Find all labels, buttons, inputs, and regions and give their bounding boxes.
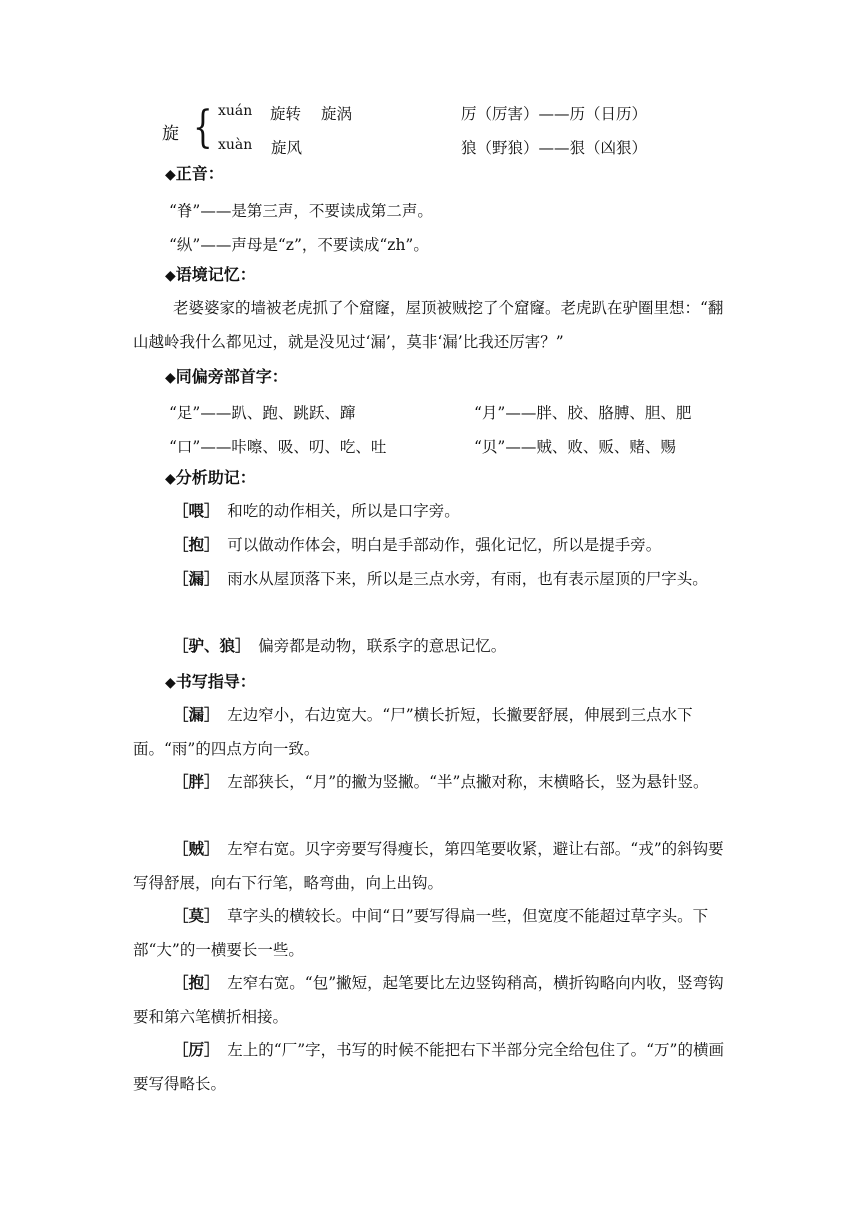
xuan-word-2: 旋涡 <box>321 105 353 123</box>
xuan-word-1: 旋转 <box>270 105 302 123</box>
tongpian-item-zu: “足”——趴、跑、跳跃、蹿 <box>169 404 356 422</box>
shuxie-item: ［厉］ 左上的“厂”字，书写的时候不能把右下半部分完全给包住了。“万”的横画要写得略长。 <box>133 1040 724 1093</box>
yujing-paragraph: 老婆婆家的墙被老虎抓了个窟窿，屋顶被贼挖了个窟窿。老虎趴在驴圈里想：“翻山越岭我什么都见过，就是没见过‘漏’，莫非‘漏’比我还厉害？” <box>133 299 724 351</box>
xuan-word-3: 旋风 <box>271 139 303 157</box>
li-pair: 厉（厉害）——历（日历） <box>461 105 648 123</box>
shuxie-item: ［抱］ 左窄右宽。“包”撇短，起笔要比左边竖钩稍高，横折钩略向内收，竖弯钩要和第六笔横折相接。 <box>133 973 724 1026</box>
shuxie-item: ［贼］ 左窄右宽。贝字旁要写得瘦长，第四笔要收紧，避让右部。“戎”的斜钩要写得舒展，向右下行笔，略弯曲，向上出钩。 <box>133 839 724 892</box>
fenxi-item: ［喂］ 和吃的动作相关，所以是口字旁。 <box>173 501 460 520</box>
diamond-icon: ◆ <box>165 167 176 183</box>
brace-symbol: { <box>193 102 213 153</box>
diamond-icon: ◆ <box>165 370 176 386</box>
fenxi-item: ［驴、狼］ 偏旁都是动物，联系字的意思记忆。 <box>173 636 507 655</box>
lang-pair: 狼（野狼）——狠（凶狠） <box>461 139 648 157</box>
diamond-icon: ◆ <box>165 268 176 284</box>
tongpian-item-yue: “月”——胖、胶、胳膊、胆、肥 <box>474 404 692 422</box>
zhengyin-line-2: “纵”——声母是“z”，不要读成“zh”。 <box>169 236 429 254</box>
fenxi-heading: ◆分析助记： <box>165 468 256 487</box>
diamond-icon: ◆ <box>165 471 176 487</box>
zhengyin-heading: ◆正音： <box>165 164 224 183</box>
shuxie-item: ［胖］ 左部狭长，“月”的撇为竖撇。“半”点撇对称，末横略长，竖为悬针竖。 <box>173 772 709 791</box>
tongpian-item-kou: “口”——咔嚓、吸、叨、吃、吐 <box>169 438 387 456</box>
shuxie-item: ［莫］ 草字头的横较长。中间“日”要写得扁一些，但宽度不能超过草字头。下部“大”的一横要长一些。 <box>133 906 709 959</box>
fenxi-item: ［漏］ 雨水从屋顶落下来，所以是三点水旁，有雨，也有表示屋顶的尸字头。 <box>173 569 708 588</box>
shuxie-item: ［漏］ 左边窄小，右边宽大。“尸”横长折短，长撇要舒展，伸展到三点水下面。“雨”的四点方向一致。 <box>133 705 693 758</box>
xuan-pinyin-2: xuàn <box>218 137 253 153</box>
diamond-icon: ◆ <box>165 675 176 691</box>
tongpian-heading: ◆同偏旁部首字： <box>165 367 288 386</box>
yujing-heading: ◆语境记忆： <box>165 265 256 284</box>
tongpian-item-bei: “贝”——贼、败、贩、赌、赐 <box>474 438 676 456</box>
zhengyin-line-1: “脊”——是第三声，不要读成第二声。 <box>169 202 433 220</box>
xuan-character: 旋 <box>162 124 179 144</box>
shuxie-heading: ◆书写指导： <box>165 672 256 691</box>
xuan-pinyin-1: xuán <box>218 103 253 119</box>
fenxi-item: ［抱］ 可以做动作体会，明白是手部动作，强化记忆，所以是提手旁。 <box>173 535 662 554</box>
